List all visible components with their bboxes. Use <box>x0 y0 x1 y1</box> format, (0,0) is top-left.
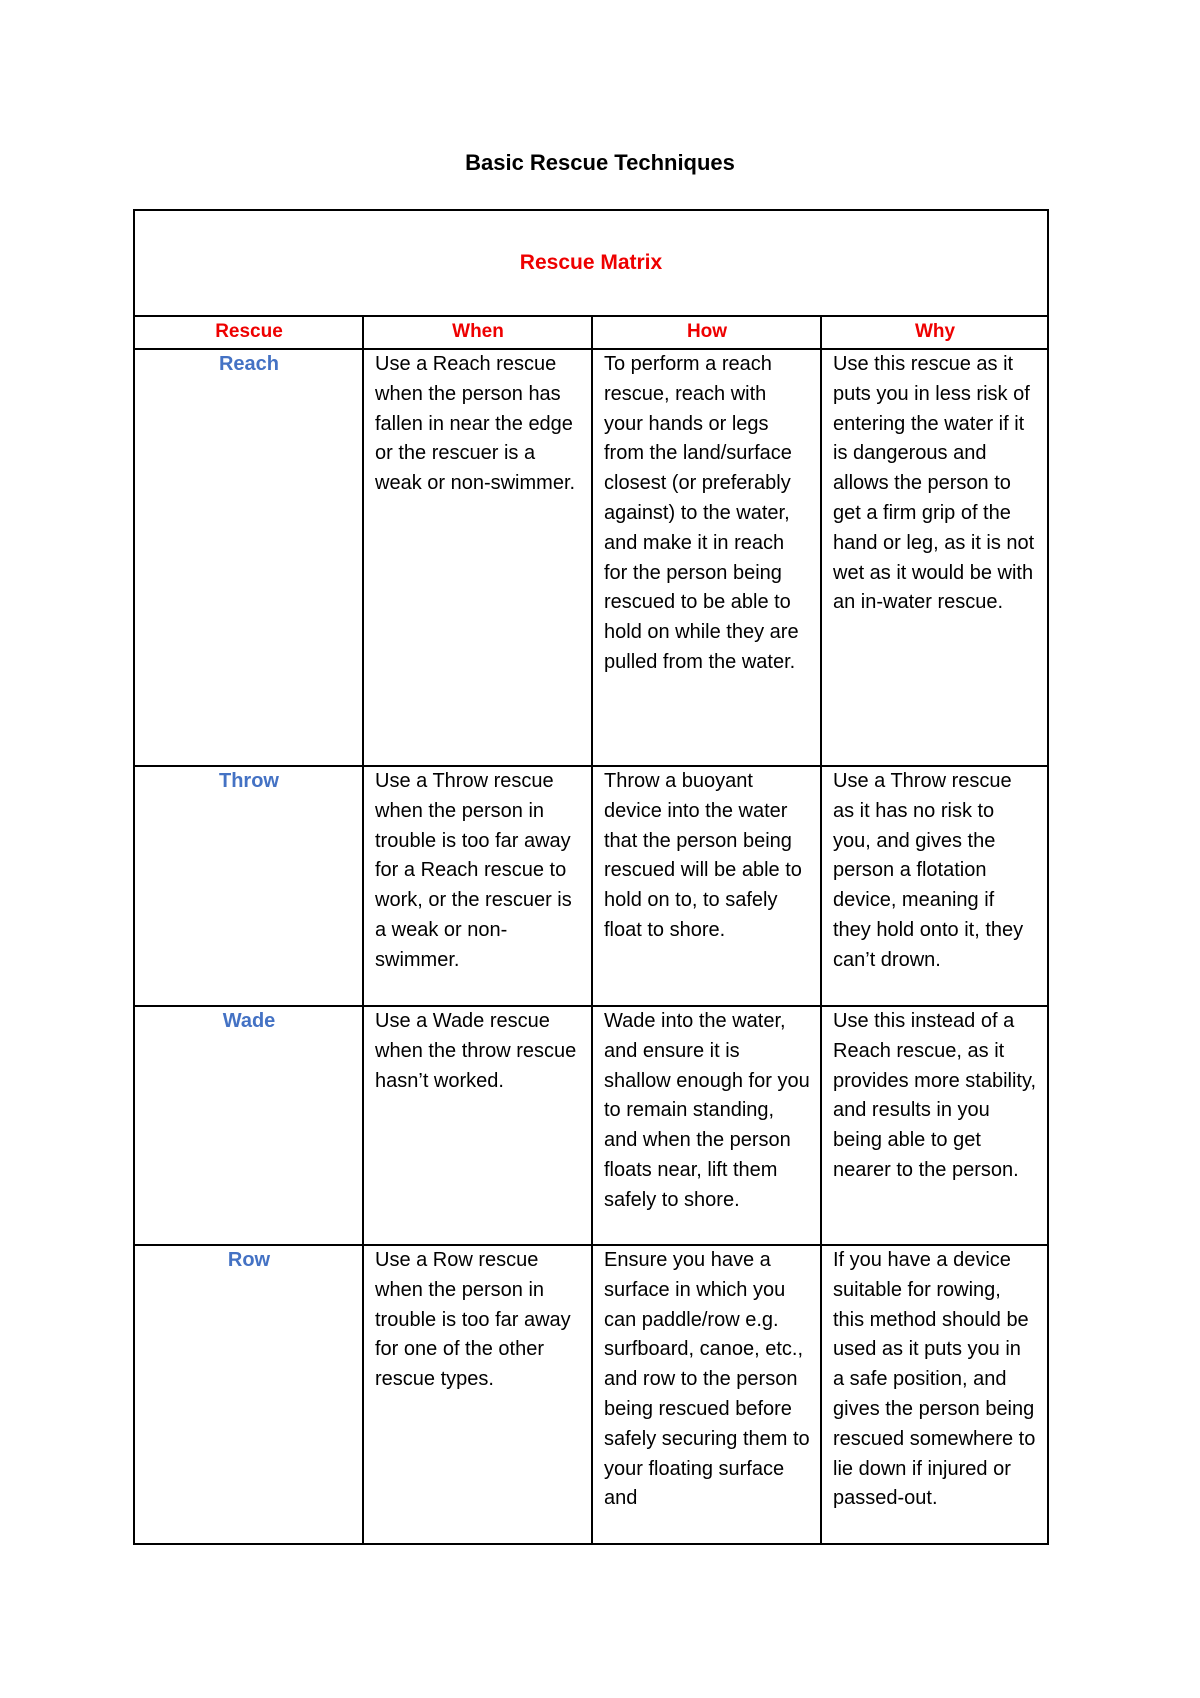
how-cell: To perform a reach rescue, reach with your hands or legs from the land/surface closest (or preferably against) to the water, and make it in reach for the person being rescued to be able to hold on while they are pulled from the water. <box>593 350 822 765</box>
rescue-type-cell: Row <box>135 1246 364 1543</box>
how-cell: Wade into the water, and ensure it is shallow enough for you to remain standing, and when the person floats near, lift them safely to shore. <box>593 1007 822 1244</box>
column-header-row <box>135 317 1047 350</box>
column-header-when: When <box>364 317 593 348</box>
rescue-matrix-table <box>133 209 1049 1545</box>
table-row-throw <box>135 767 1047 1007</box>
how-cell: Throw a buoyant device into the water that the person being rescued will be able to hold on to, to safely float to shore. <box>593 767 822 1005</box>
rescue-type-cell: Wade <box>135 1007 364 1244</box>
table-row-reach <box>135 350 1047 767</box>
rescue-type-cell: Reach <box>135 350 364 765</box>
why-cell: Use this rescue as it puts you in less risk of entering the water if it is dangerous and allows the person to get a firm grip of the hand or leg, as it is not wet as it would be with an in-water rescue. <box>833 353 1035 614</box>
table-row-wade <box>135 1007 1047 1246</box>
why-cell: Use this instead of a Reach rescue, as it provides more stability, and results in you being able to get nearer to the person. <box>833 1010 1037 1181</box>
why-cell: Use a Throw rescue as it has no risk to you, and gives the person a flotation device, meaning if they hold onto it, they can’t drown. <box>833 770 1024 971</box>
rescue-type-cell: Throw <box>135 767 364 1005</box>
page-title: Basic Rescue Techniques <box>465 150 735 175</box>
when-cell: Use a Reach rescue when the person has fallen in near the edge or the rescuer is a weak or non-swimmer. <box>364 350 593 765</box>
column-header-how: How <box>593 317 822 348</box>
why-cell: If you have a device suitable for rowing, this method should be used as it puts you in a safe position, and gives the person being rescued somewhere to lie down if injured or passed-out. <box>833 1249 1036 1510</box>
table-row-row <box>135 1246 1047 1543</box>
matrix-header: Rescue Matrix <box>135 211 1047 317</box>
column-header-rescue: Rescue <box>135 317 364 348</box>
column-header-why: Why <box>914 321 956 342</box>
when-cell: Use a Row rescue when the person in trouble is too far away for one of the other rescue types. <box>364 1246 593 1543</box>
when-cell: Use a Wade rescue when the throw rescue hasn’t worked. <box>364 1007 593 1244</box>
when-cell: Use a Throw rescue when the person in trouble is too far away for a Reach rescue to work, or the rescuer is a weak or non-swimmer. <box>364 767 593 1005</box>
how-cell: Ensure you have a surface in which you can paddle/row e.g. surfboard, canoe, etc., and row to the person being rescued before safely securing them to your floating surface and <box>593 1246 822 1543</box>
